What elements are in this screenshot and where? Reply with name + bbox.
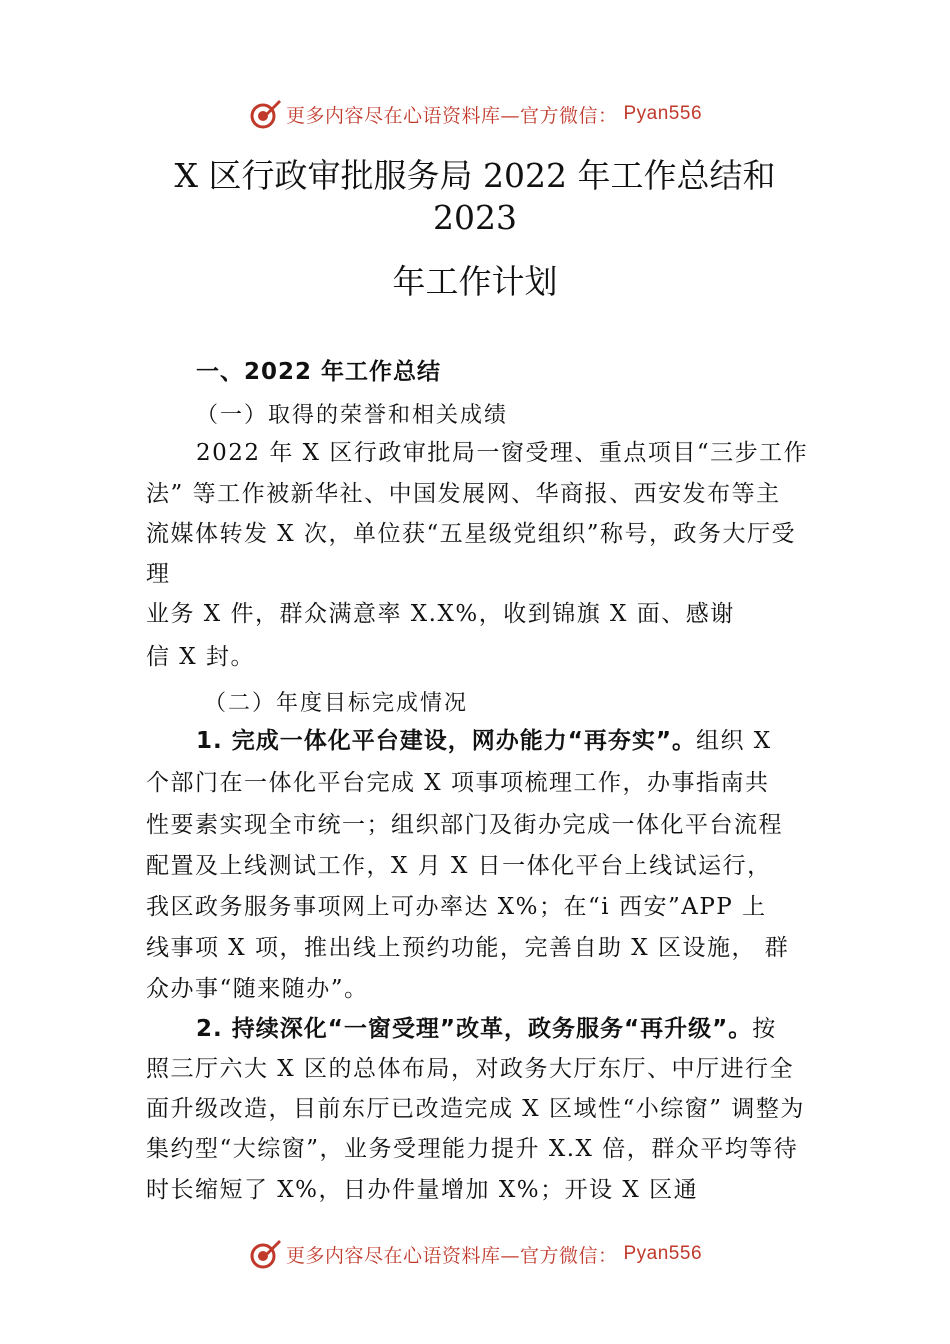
item2-line-2: 照三厅六大 X 区的总体布局，对政务大厅东厅、中厅进行全 (146, 1056, 794, 1082)
item2-first-line (196, 1014, 777, 1044)
item2-line-5: 时长缩短了 X%，日办件量增加 X%；开设 X 区通 (146, 1177, 699, 1203)
watermark-text: 更多内容尽在心语资料库—官方微信： (285, 104, 618, 127)
item1-first-text: 组织 X (695, 728, 772, 754)
item2-line-3: 面升级改造，目前东厅已改造完成 X 区域性“小综窗” 调整为 (146, 1096, 805, 1122)
para1-line-5: 业务 X 件，群众满意率 X.X%，收到锦旗 X 面、感谢 (146, 601, 735, 627)
quill-logo-icon (248, 97, 282, 131)
subheading-honors: （一）取得的荣誉和相关成绩 (196, 403, 509, 428)
item1-line-3: 性要素实现全市统一；组织部门及街办完成一体化平台流程 (146, 812, 783, 838)
doc-title-line-2: 2023 (433, 198, 517, 237)
item2-line-4: 集约型“大综窗”，业务受理能力提升 X.X 倍，群众平均等待 (146, 1136, 799, 1162)
para1-line-4: 理 (146, 561, 171, 587)
quill-logo-icon (248, 1237, 282, 1271)
watermark-footer (0, 1236, 950, 1272)
item1-first-line (196, 726, 772, 756)
item1-line-4: 配置及上线测试工作，X 月 X 日一体化平台上线试运行， (146, 853, 772, 879)
item1-line-7: 众办事“随来随办”。 (146, 976, 369, 1002)
watermark-header (0, 96, 950, 132)
item1-title: 1. 完成一体化平台建设，网办能力“再夯实”。 (196, 728, 696, 754)
para1-line-1: 2022 年 X 区行政审批局一窗受理、重点项目“三步工作 (196, 440, 809, 466)
doc-title-line-3: 年工作计划 (392, 262, 558, 301)
subheading-goals: （二）年度目标完成情况 (204, 691, 469, 716)
section-heading-1: 一、2022 年工作总结 (196, 359, 442, 385)
watermark-text: 更多内容尽在心语资料库—官方微信： (285, 1244, 618, 1267)
watermark-wechat-id: Pyan556 (623, 1243, 703, 1264)
item1-line-2: 个部门在一体化平台完成 X 项事项梳理工作，办事指南共 (146, 770, 770, 796)
para1-line-6: 信 X 封。 (146, 644, 255, 670)
para1-line-2: 法” 等工作被新华社、中国发展网、华商报、西安发布等主 (146, 481, 781, 507)
watermark-wechat-id: Pyan556 (623, 103, 703, 124)
para1-line-3: 流媒体转发 X 次，单位获“五星级党组织”称号，政务大厅受 (146, 521, 797, 547)
item1-line-6: 线事项 X 项，推出线上预约功能，完善自助 X 区设施， 群 (146, 935, 790, 961)
item2-title: 2. 持续深化“一窗受理”改革，政务服务“再升级”。 (196, 1016, 753, 1042)
doc-title-line-1: X 区行政审批服务局 2022 年工作总结和 (174, 156, 776, 195)
item2-first-text: 按 (752, 1016, 777, 1042)
item1-line-5: 我区政务服务事项网上可办率达 X%；在“i 西安”APP 上 (146, 894, 767, 920)
